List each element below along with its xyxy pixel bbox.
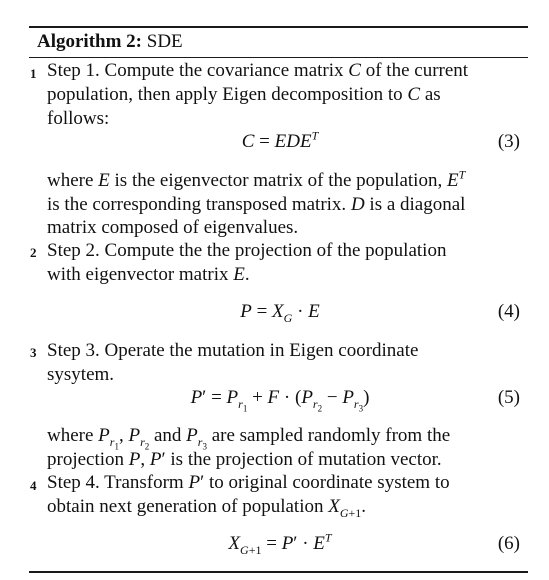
step-4-number: 4 <box>30 478 37 493</box>
equation-3-number: (3) <box>497 131 520 152</box>
step-3-after-line-2: projection P, P′ is the projection of mutation vector. <box>47 449 442 470</box>
step-2-number: 2 <box>30 245 37 260</box>
step-1-line-1: Step 1. Compute the covariance matrix C of the current <box>47 60 469 81</box>
step-4-line-2: obtain next generation of population $X_{G+1}$. <box>47 496 367 520</box>
step-1-line-2: population, then apply Eigen decomposition to C as <box>47 84 441 105</box>
step-3-number: 3 <box>30 345 37 360</box>
algorithm-name: SDE <box>146 31 183 52</box>
title-rule <box>29 57 528 58</box>
bottom-rule <box>29 571 528 573</box>
step-3-after-line-1: where $P_{r_1}$, $P_{r_2}$ and $P_{r_3}$ are sampled randomly from the <box>47 425 451 452</box>
step-2-line-2: with eigenvector matrix E. <box>47 264 250 285</box>
equation-3: $C = EDE^T$ <box>241 128 319 152</box>
step-1-line-3: follows: <box>47 108 110 129</box>
step-1-number: 1 <box>30 66 37 81</box>
equation-6-number: (6) <box>497 533 520 554</box>
algorithm-title <box>37 31 183 53</box>
equation-6: $X_{G+1} = P' \cdot E^T$ <box>228 530 332 557</box>
step-1-after-line-3: matrix composed of eigenvalues. <box>47 217 299 238</box>
step-3-line-1: Step 3. Operate the mutation in Eigen coordinate <box>47 340 419 361</box>
step-1-after-line-2: is the corresponding transposed matrix. D is a diagonal <box>47 194 466 215</box>
equation-4: $P = X_G \cdot E$ <box>240 301 320 325</box>
step-4-line-1: Step 4. Transform P′ to original coordinate system to <box>47 472 450 493</box>
equation-5: $P' = P_{r_1} + F \cdot (P_{r_2} - P_{r_3})$ <box>190 387 370 414</box>
algorithm-label: Algorithm 2: <box>37 31 143 52</box>
equation-4-number: (4) <box>497 301 520 322</box>
equation-5-number: (5) <box>497 387 520 408</box>
step-1-after-line-1: where E is the eigenvector matrix of the population, $E^T$ <box>47 167 466 191</box>
step-3-line-2: sysytem. <box>47 364 115 385</box>
top-rule <box>29 26 528 28</box>
step-2-line-1: Step 2. Compute the the projection of the population <box>47 240 447 261</box>
